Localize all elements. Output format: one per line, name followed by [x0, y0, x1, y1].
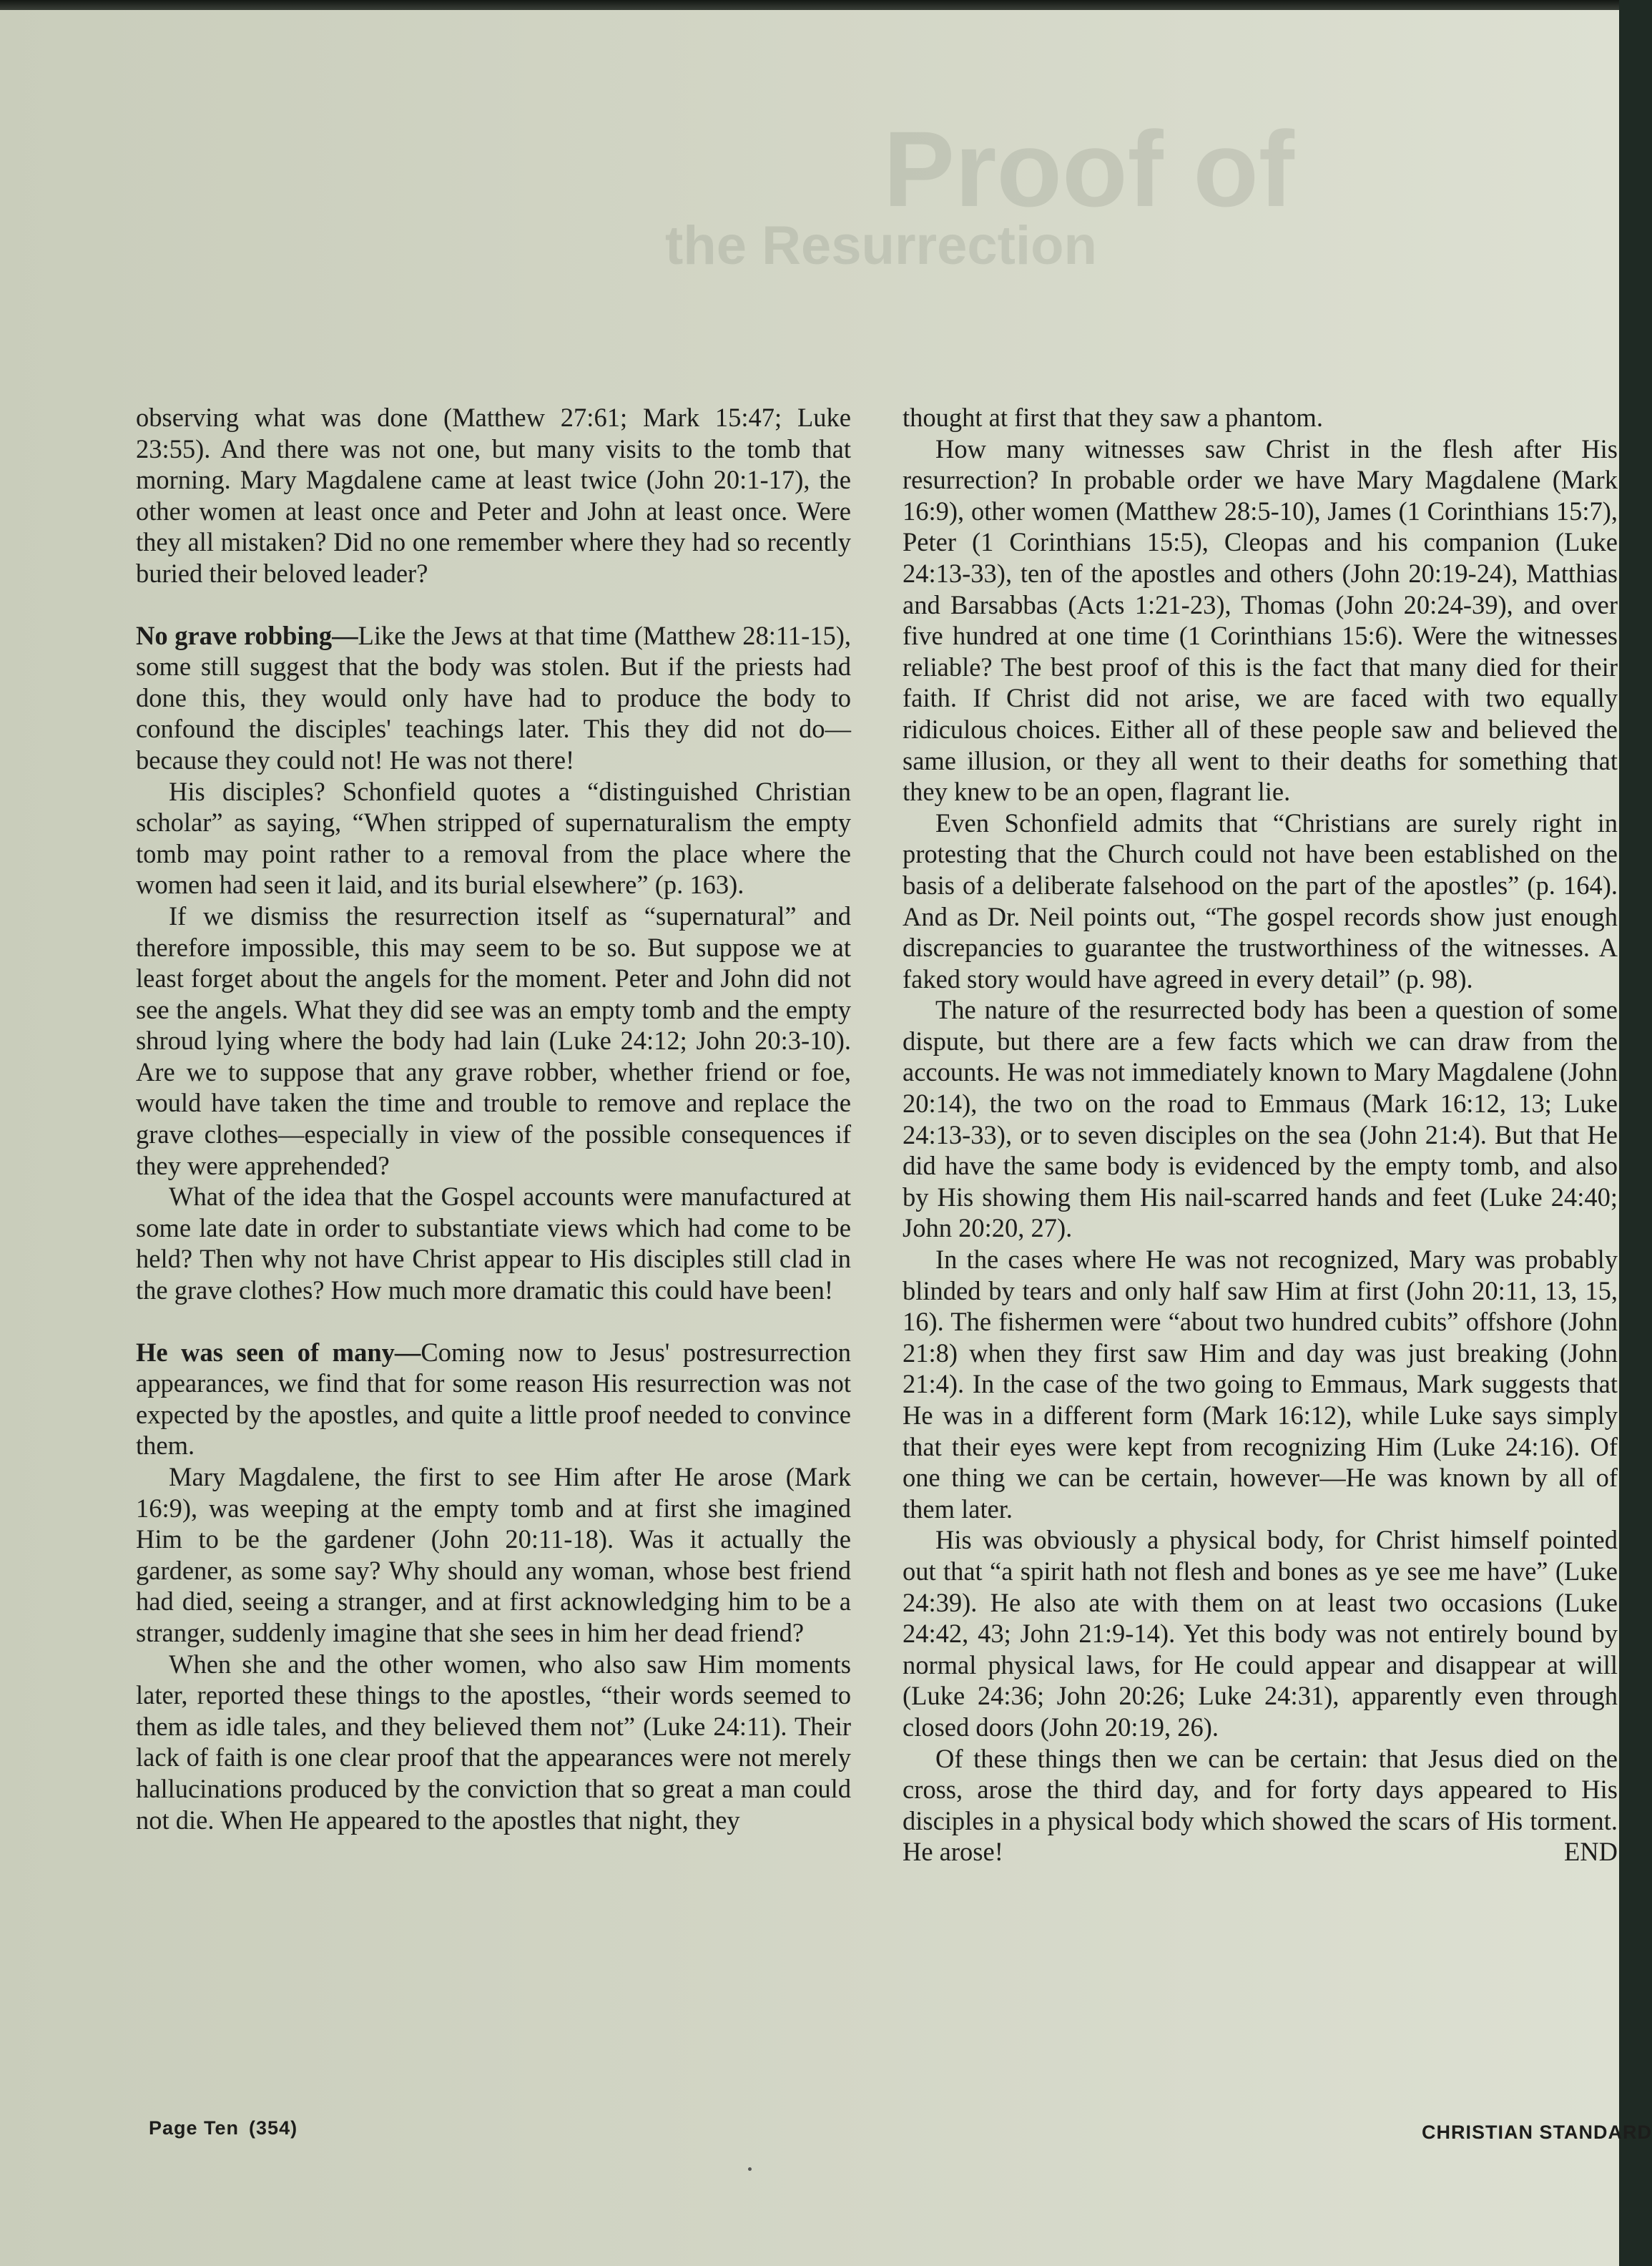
body-paragraph: Even Schonfield admits that “Christians are surely right in protesting that the Church could not have been established on the basis of a deliberate falsehood on the part of the apostles” (p. 164). And as Dr. Neil points out, “The gospel records show just enough discrepancies to guarantee the trustworthiness of the witnesses. A faked story would have agreed in every detail” (p. 98). [903, 808, 1618, 994]
body-paragraph: His was obviously a physical body, for Christ himself pointed out that “a spirit hath not flesh and bones as ye see me have” (Luke 24:39). He also ate with them on at least two occasions (Luke 24:42, 43; John 21:9-14). Yet this body was not entirely bound by normal physical laws, for He could appear and disappear at will (Luke 24:36; John 20:26; Luke 24:31), apparently even through closed doors (John 20:19, 26). [903, 1525, 1618, 1742]
body-paragraph: thought at first that they saw a phantom. [903, 403, 1323, 432]
left-column [136, 402, 851, 1835]
body-paragraph: Mary Magdalene, the first to see Him after He arose (Mark 16:9), was weeping at the empty tomb and at first she imagined Him to be the gardener (John 20:11-18). Was it actually the gardener, as some say? Why should any woman, whose best friend had died, seeing a stranger, and at first acknowledging him to be a stranger, suddenly imagine that she sees in him her dead friend? [136, 1462, 851, 1647]
page-top-edge [0, 0, 1619, 10]
right-column [903, 402, 1618, 1868]
body-paragraph: What of the idea that the Gospel accounts were manufactured at some late date in order to substantiate views which had come to be held? Then why not have Christ appear to His disciples still clad in the grave clothes? How much more dramatic this could have been! [136, 1182, 851, 1305]
body-paragraph: When she and the other women, who also saw Him moments later, reported these things to the apostles, “their words seemed to them as idle tales, and they believed them not” (Luke 24:11). Their lack of faith is one clear proof that the appearances were not merely hallucinations produced by the conviction that so great a man could not die. When He appeared to the apostles that night, they [136, 1649, 851, 1835]
page-label: Page Ten [149, 2117, 240, 2139]
body-paragraph: observing what was done (Matthew 27:61; Mark 15:47; Luke 23:55). And there was not one, but many visits to the tomb that morning. Mary Magdalene came at least twice (John 20:1-17), the other women at least once and Peter and John at least once. Were they all mistaken? Did no one remember where they had so recently buried their beloved leader? [136, 403, 851, 588]
page-number: (354) [249, 2117, 298, 2139]
end-mark: END [1563, 1837, 1618, 1867]
closing-paragraph [903, 1743, 1618, 1868]
section-lead-text: Like the Jews at that time (Matthew 28:11-15), some still suggest that the body was stolen. But if the priests had done this, they would only have had to produce the body to confound the disciples' teachings later. This they did not do—because they could not! He was not there! [136, 620, 852, 775]
section-heading: He was seen of many— [136, 1337, 421, 1367]
body-paragraph: How many witnesses saw Christ in the flesh after His resurrection? In probable order we have Mary Magdalene (Mark 16:9), other women (Matthew 28:5-10), James (1 Corinthians 15:7), Peter (1 Corinthians 15:5), Cleopas and his companion (Luke 24:13-33), ten of the apostles and others (John 20:19-24), Matthias and Barsabbas (Acts 1:21-23), Thomas (John 20:24-39), and over five hundred at one time (1 Corinthians 15:6). Were the witnesses reliable? The best proof of this is the fact that many died for their faith. If Christ did not arise, we are faced with two equally ridiculous choices. Either all of these people saw and believed the same illusion, or they all went to their deaths for something that they knew to be an open, flagrant lie. [903, 433, 1618, 807]
body-paragraph: If we dismiss the resurrection itself as “supernatural” and therefore impossible, this may seem to be so. But suppose we at least forget about the angels for the moment. Peter and John did not see the angels. What they did see was an empty tomb and the empty shroud lying where the body had lain (Luke 24:12; John 20:3-10). Are we to suppose that any grave robber, whether friend or foe, would have taken the time and trouble to remove and replace the grave clothes—especially in view of the possible consequences if they were apprehended? [136, 901, 851, 1180]
faded-heading-line-2: the Resurrection [665, 215, 1097, 276]
page-speck [748, 2167, 752, 2171]
closing-text: Of these things then we can be certain: that Jesus died on the cross, arose the third day, and for forty days appeared to His disciples in a physical body which showed the scars of His torment. He arose! [903, 1743, 1618, 1867]
publication-name: CHRISTIAN STANDARD [1422, 2122, 1652, 2143]
body-paragraph: His disciples? Schonfield quotes a “distinguished Christian scholar” as saying, “When stripped of supernaturalism the empty tomb may point rather to a removal from the place where the women had seen it laid, and its burial elsewhere” (p. 163). [136, 776, 851, 900]
section-lead-text: Coming now to Jesus' postresurrection appearances, we find that for some reason His resurrection was not expected by the apostles, and quite a little proof needed to convince them. [136, 1337, 851, 1461]
body-paragraph: The nature of the resurrected body has been a question of some dispute, but there are a few facts which we can draw from the accounts. He was not immediately known to Mary Magdalene (John 20:14), the two on the road to Emmaus (Mark 16:12, 13; Luke 24:13-33), or to seven disciples on the sea (John 21:4). But that He did have the same body is evidenced by the empty tomb, and also by His showing them His nail-scarred hands and feet (Luke 24:40; John 20:20, 27). [903, 995, 1618, 1243]
section-grave-robbing [136, 620, 851, 776]
body-paragraph: In the cases where He was not recognized, Mary was probably blinded by tears and only half saw Him at first (John 20:11, 13, 15, 16). The fishermen were “about two hundred cubits” offshore (John 21:8) when they first saw Him and day was just breaking (John 21:4). In the case of the two going to Emmaus, Mark suggests that He was in a different form (Mark 16:12), while Luke says simply that their eyes were kept from recognizing Him (Luke 24:16). Of one thing we can be certain, however—He was known by all of them later. [903, 1245, 1618, 1524]
page-folio [149, 2117, 298, 2139]
section-heading: No grave robbing— [136, 620, 358, 650]
section-seen-of-many [136, 1337, 851, 1461]
faded-heading-line-1: Proof of [883, 109, 1294, 229]
